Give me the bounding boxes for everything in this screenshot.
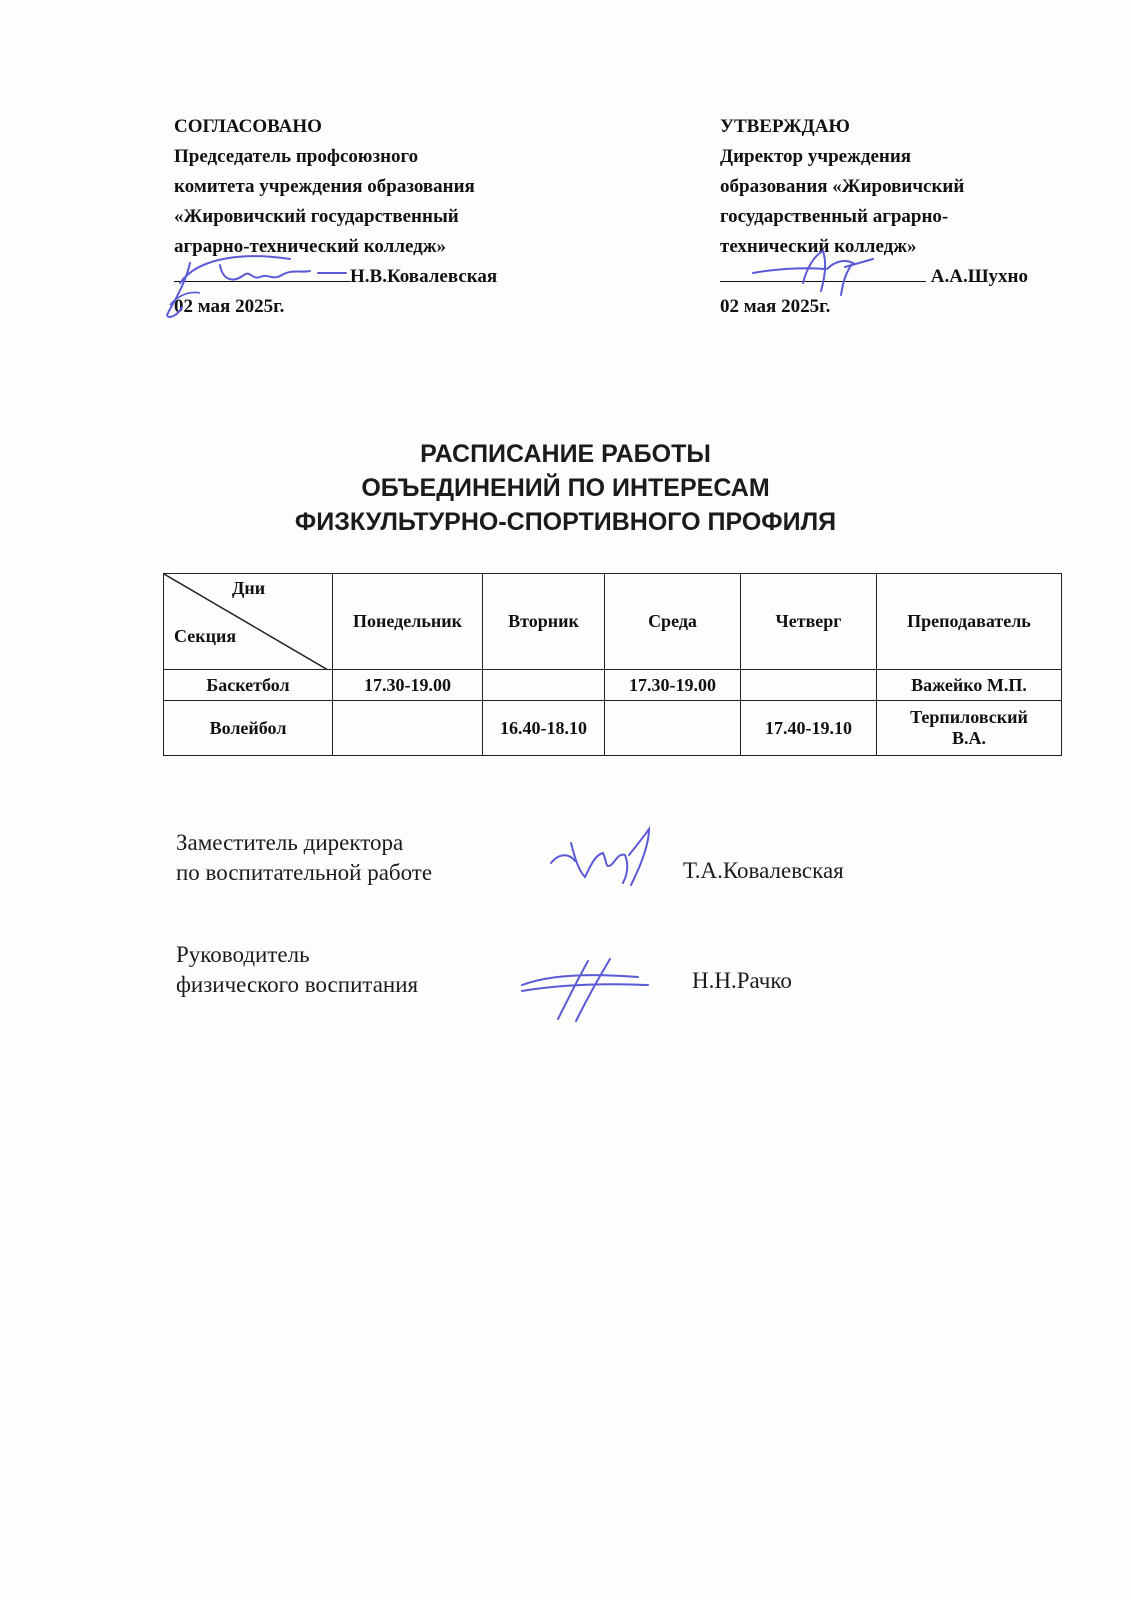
handwritten-signature-right: [745, 247, 895, 307]
approval-left-signer: Н.В.Ковалевская: [350, 266, 498, 287]
table-header-row: [164, 574, 1062, 670]
approval-right-line-4: технический колледж»: [720, 236, 917, 257]
cell-wed: [605, 701, 741, 756]
head-name: Н.Н.Рачко: [692, 968, 792, 993]
approval-left-heading: СОГЛАСОВАНО: [174, 116, 322, 137]
cell-thu: [741, 670, 877, 701]
document-title: [0, 437, 1131, 539]
approval-right-line-1: Директор учреждения: [720, 146, 912, 167]
approval-right-line-3: государственный аграрно-: [720, 206, 949, 227]
head-line-1: Руководитель: [176, 942, 310, 967]
title-line-2: ОБЪЕДИНЕНИЙ ПО ИНТЕРЕСАМ: [361, 474, 770, 502]
column-header-wed: Среда: [605, 574, 741, 670]
approval-left-line-4: аграрно-технический колледж»: [174, 236, 447, 257]
column-header-teacher: Преподаватель: [877, 574, 1062, 670]
table-row: [164, 701, 1062, 756]
cell-teacher-line-1: Терпиловский: [910, 707, 1028, 727]
cell-section: Баскетбол: [164, 670, 333, 701]
corner-section-label: Секция: [174, 626, 237, 646]
approval-right-date: 02 мая 2025г.: [720, 296, 831, 317]
approval-right-heading: УТВЕРЖДАЮ: [720, 116, 850, 137]
cell-teacher: Важейко М.П.: [877, 670, 1062, 701]
cell-wed: 17.30-19.00: [605, 670, 741, 701]
approval-left-line-2: комитета учреждения образования: [174, 176, 475, 197]
title-line-1: РАСПИСАНИЕ РАБОТЫ: [420, 440, 711, 468]
schedule-table: [163, 573, 1062, 756]
cell-tue: 16.40-18.10: [483, 701, 605, 756]
cell-tue: [483, 670, 605, 701]
cell-section: Волейбол: [164, 701, 333, 756]
cell-thu: 17.40-19.10: [741, 701, 877, 756]
head-line-2: физического воспитания: [176, 972, 419, 997]
column-header-thu: Четверг: [741, 574, 877, 670]
approval-left-date: 02 мая 2025г.: [174, 296, 285, 317]
footer-head: [176, 940, 418, 1000]
cell-teacher-line-2: В.А.: [951, 728, 986, 748]
approval-left-line-1: Председатель профсоюзного: [174, 146, 419, 167]
handwritten-signature-head: [518, 955, 658, 1025]
cell-mon: 17.30-19.00: [333, 670, 483, 701]
handwritten-signature-deputy: [545, 825, 665, 895]
deputy-line-1: Заместитель директора: [176, 830, 404, 855]
title-line-3: ФИЗКУЛЬТУРНО-СПОРТИВНОГО ПРОФИЛЯ: [294, 508, 837, 536]
handwritten-signature-left: [160, 245, 350, 320]
footer-deputy: [176, 828, 432, 888]
column-header-tue: Вторник: [483, 574, 605, 670]
approval-right-signer: А.А.Шухно: [930, 266, 1029, 287]
table-row: [164, 670, 1062, 701]
approval-left-line-3: «Жировичский государственный: [174, 206, 459, 227]
column-header-mon: Понедельник: [333, 574, 483, 670]
deputy-name: Т.А.Ковалевская: [683, 858, 844, 883]
deputy-line-2: по воспитательной работе: [176, 860, 433, 885]
cell-mon: [333, 701, 483, 756]
cell-teacher: [877, 701, 1062, 756]
corner-days-label: Дни: [232, 578, 266, 598]
approval-right-line-2: образования «Жировичский: [720, 176, 965, 197]
corner-cell: [164, 574, 333, 670]
